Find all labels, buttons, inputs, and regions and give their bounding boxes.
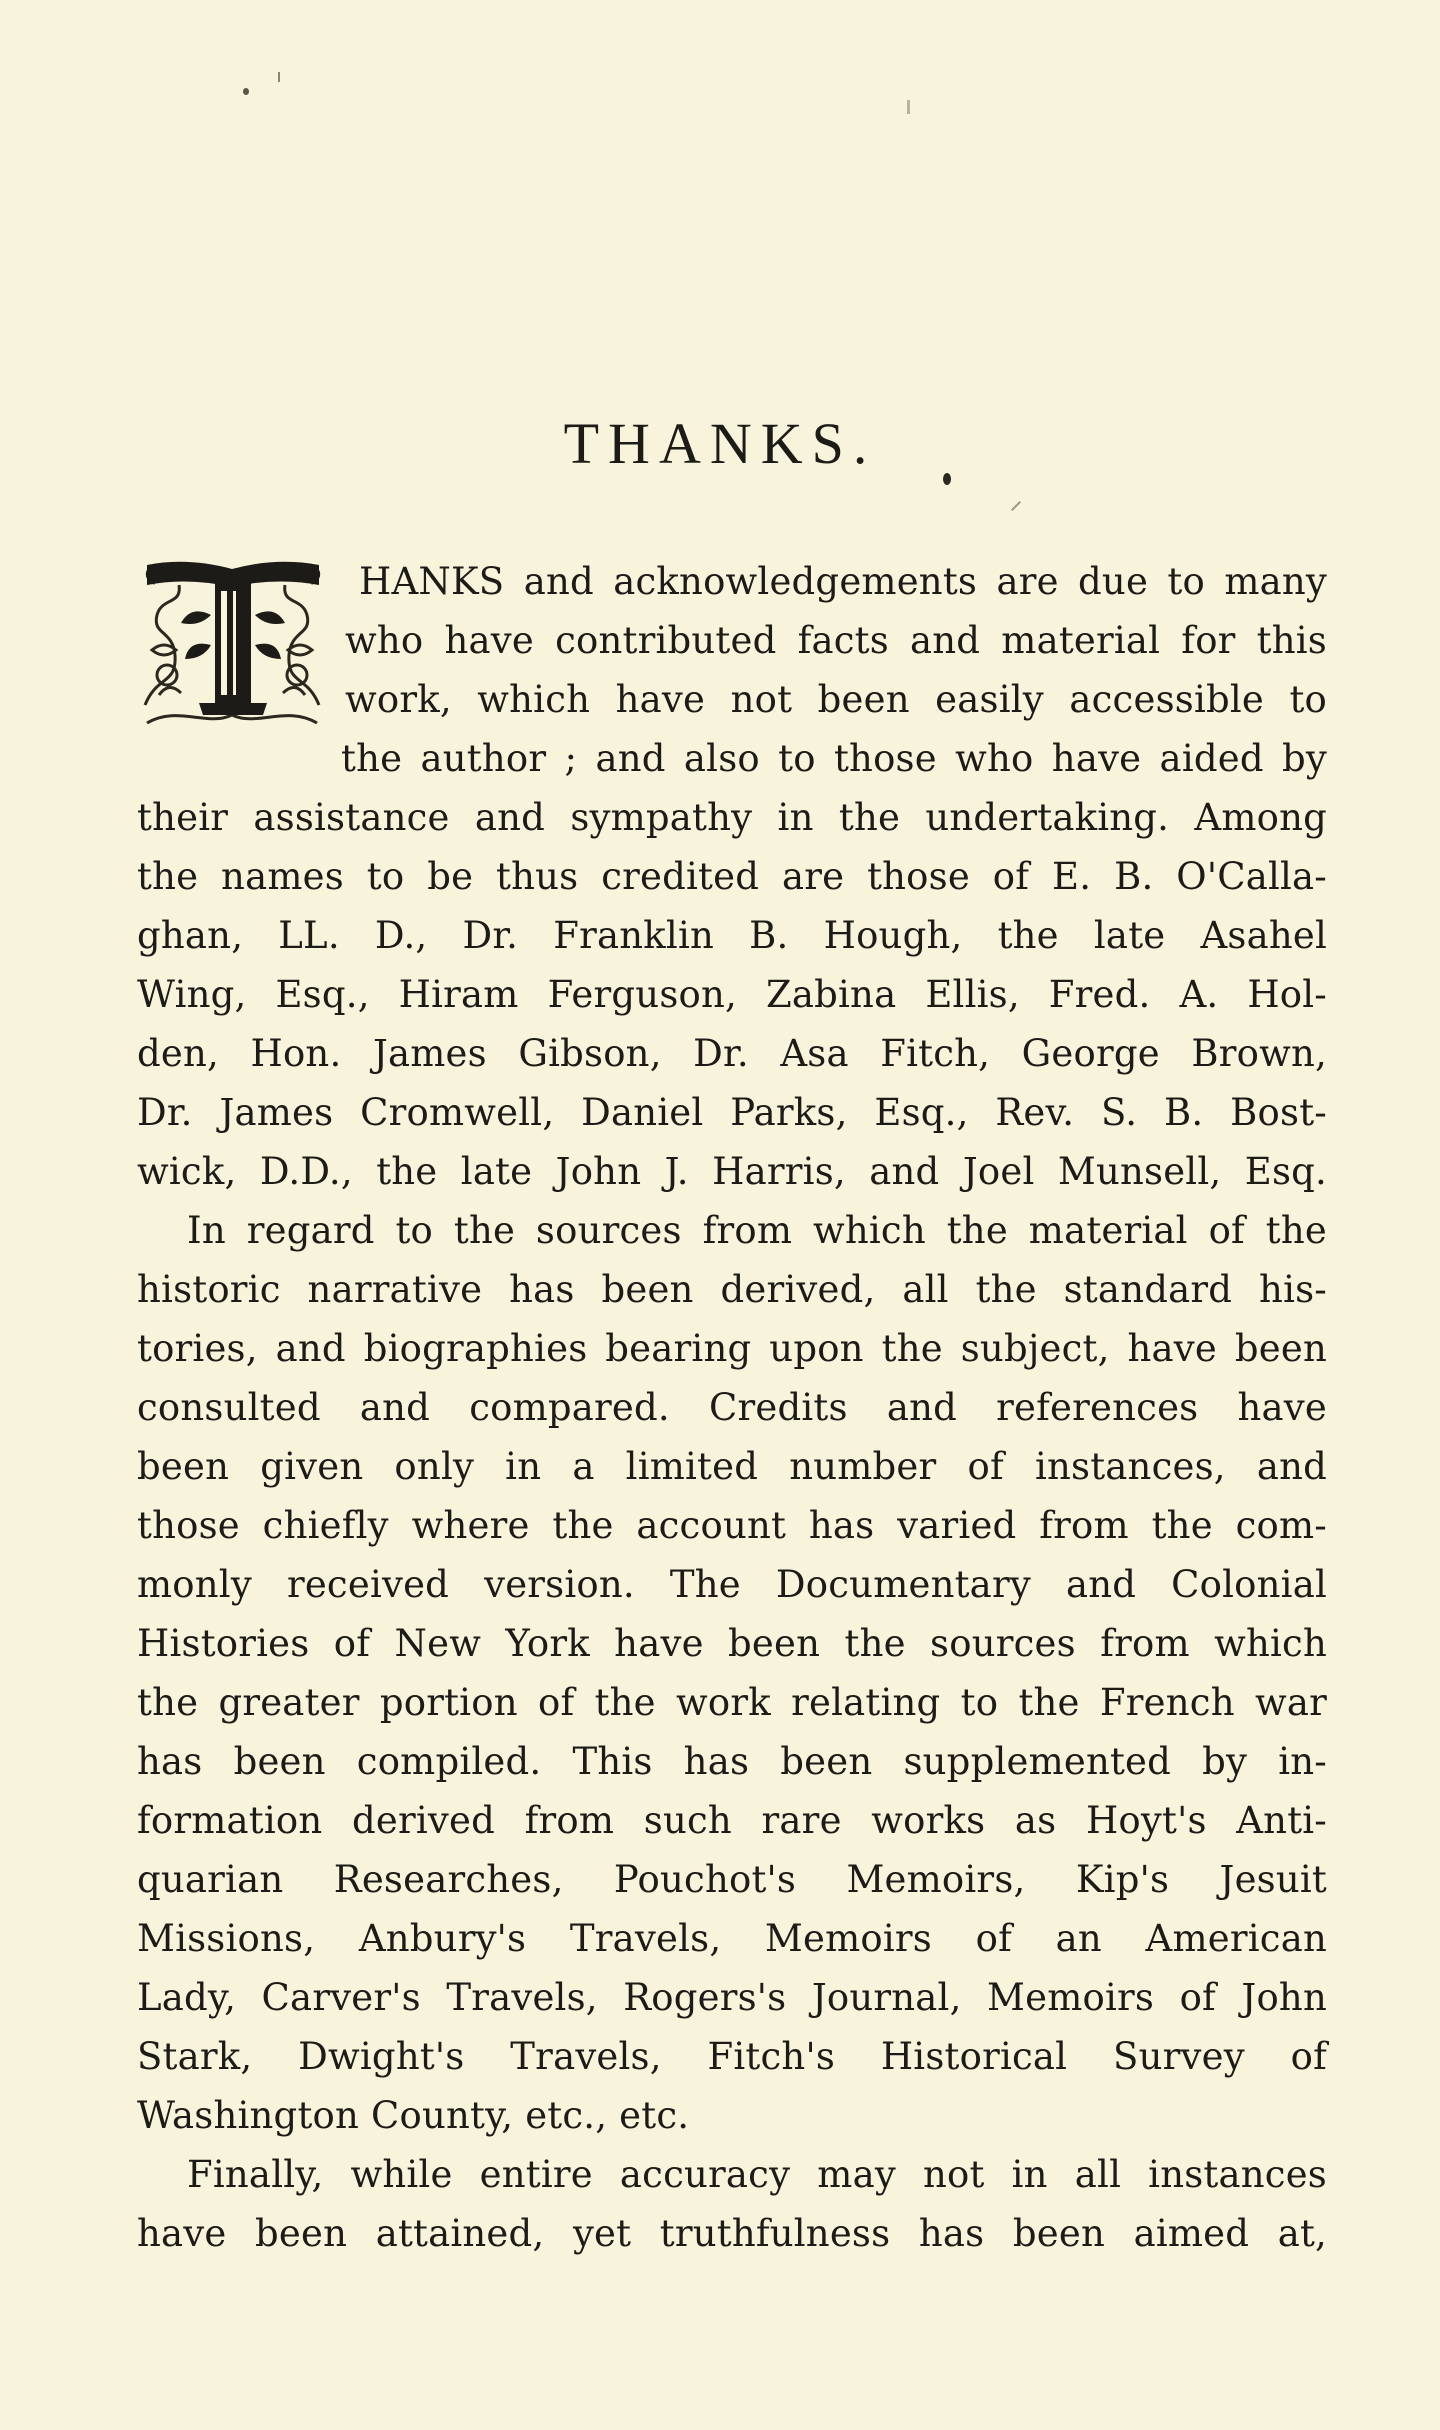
text-line: their assistance and sympathy in the undertaking. Among xyxy=(137,796,1327,839)
ink-speck xyxy=(278,72,280,82)
paragraph-acknowledgements xyxy=(137,788,1327,1201)
text-line: Lady, Carver's Travels, Rogers's Journal, Memoirs of John xyxy=(137,1976,1327,2019)
text-line: historic narrative has been derived, all the standard his- xyxy=(137,1268,1327,1311)
text-line: Histories of New York have been the sources from which xyxy=(137,1622,1327,1665)
text-line: HANKS and acknowledgements are due to many xyxy=(359,560,1327,603)
text-line: consulted and compared. Credits and references have xyxy=(137,1386,1327,1429)
ink-speck xyxy=(243,88,249,95)
text-line: quarian Researches, Pouchot's Memoirs, Kip's Jesuit xyxy=(137,1858,1327,1901)
text-line: Missions, Anbury's Travels, Memoirs of an American xyxy=(137,1917,1327,1960)
paragraph-sources xyxy=(137,1201,1327,2145)
text-line: have been attained, yet truthfulness has been aimed at, xyxy=(137,2212,1327,2255)
text-line: den, Hon. James Gibson, Dr. Asa Fitch, George Brown, xyxy=(137,1032,1327,1075)
text-line: wick, D.D., the late John J. Harris, and Joel Munsell, Esq. xyxy=(137,1150,1327,1193)
text-line: Finally, while entire accuracy may not in all instances xyxy=(187,2153,1327,2196)
text-line: Washington County, etc., etc. xyxy=(137,2094,690,2137)
ink-speck xyxy=(1011,501,1021,511)
text-line: the author ; and also to those who have aided by xyxy=(341,737,1327,780)
text-line: formation derived from such rare works as Hoyt's Anti- xyxy=(137,1799,1327,1842)
text-line: who have contributed facts and material for this xyxy=(345,619,1327,662)
text-line: been given only in a limited number of instances, and xyxy=(137,1445,1327,1488)
page-title: THANKS. xyxy=(563,411,877,476)
text-line: work, which have not been easily accessible to xyxy=(345,678,1327,721)
text-line: Dr. James Cromwell, Daniel Parks, Esq., Rev. S. B. Bost- xyxy=(137,1091,1327,1134)
text-line: tories, and biographies bearing upon the subject, have been xyxy=(137,1327,1327,1370)
text-line: the greater portion of the work relating to the French war xyxy=(137,1681,1327,1724)
text-line: In regard to the sources from which the material of the xyxy=(187,1209,1327,1252)
text-line: those chiefly where the account has varied from the com- xyxy=(137,1504,1327,1547)
text-line: the names to be thus credited are those of E. B. O'Calla- xyxy=(137,855,1327,898)
text-line: has been compiled. This has been supplemented by in- xyxy=(137,1740,1327,1783)
text-line: Stark, Dwight's Travels, Fitch's Historical Survey of xyxy=(137,2035,1327,2078)
text-line: Wing, Esq., Hiram Ferguson, Zabina Ellis, Fred. A. Hol- xyxy=(137,973,1327,1016)
paragraph-conclusion xyxy=(137,2145,1327,2263)
drop-cap-paragraph xyxy=(137,552,1327,788)
ink-speck xyxy=(907,100,910,114)
text-line: ghan, LL. D., Dr. Franklin B. Hough, the late Asahel xyxy=(137,914,1327,957)
text-line: monly received version. The Documentary and Colonial xyxy=(137,1563,1327,1606)
